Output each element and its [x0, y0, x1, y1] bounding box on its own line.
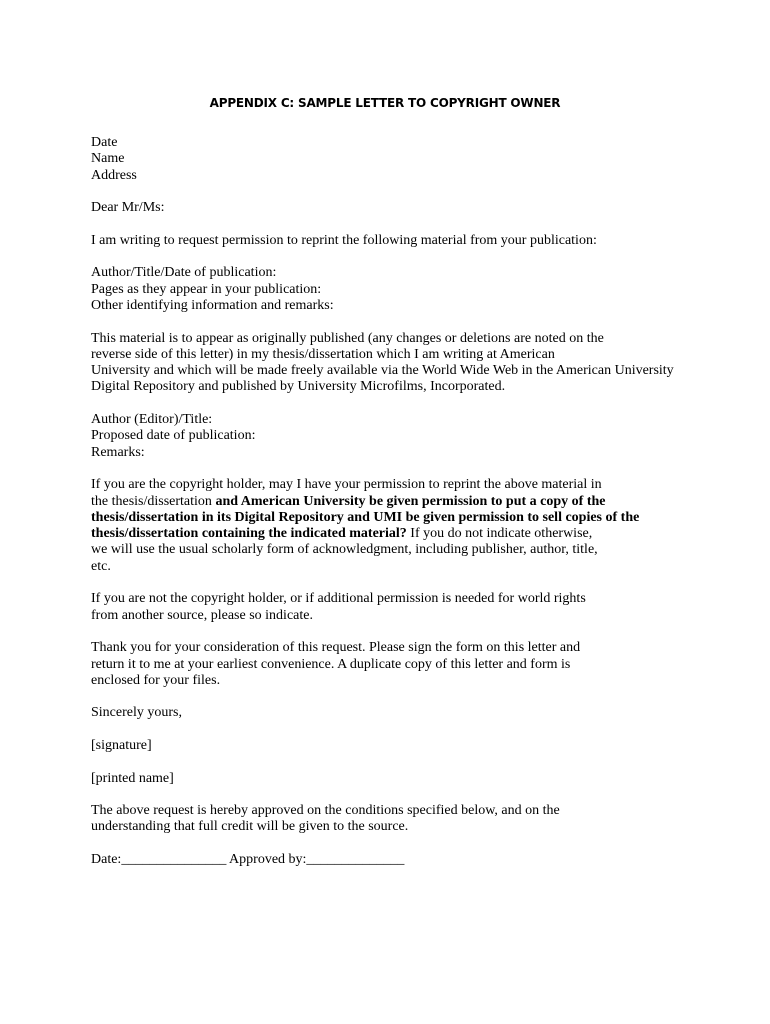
letter-body	[91, 135, 691, 885]
author-fields	[91, 412, 691, 461]
approval-signature-line: Date:_______________ Approved by:______________	[91, 852, 405, 868]
signature-placeholder: [signature]	[91, 737, 152, 753]
permission-paragraph: If you are the copyright holder, may I have your permission to reprint the above material in the thesis/dissertation and American University be given permission to put a copy of the thesis/dissertation in its Digital Repository and UMI be given permission to sell copies of the thesis/dissertation containing the indicated material? If you do not indicate otherwise, we will use the usual scholarly form of acknowledgment, including publisher, author, title, etc.	[91, 477, 640, 574]
printed-name-placeholder: [printed name]	[91, 770, 174, 786]
field-author-editor-title: Author (Editor)/Title:	[91, 412, 213, 428]
field-author-title-date: Author/Title/Date of publication:	[91, 265, 277, 281]
name-line: Name	[91, 151, 125, 167]
field-remarks: Remarks:	[91, 444, 145, 460]
closing: Sincerely yours,	[91, 705, 182, 721]
field-proposed-date: Proposed date of publication:	[91, 428, 256, 444]
publication-fields	[91, 265, 691, 314]
header-block	[91, 135, 691, 184]
intro-paragraph: I am writing to request permission to reprint the following material from your publication:	[91, 232, 597, 248]
material-paragraph: This material is to appear as originally published (any changes or deletions are noted on the reverse side of this letter) in my thesis/dissertation which I am writing at American University and which will be made freely available via the World Wide Web in the American University Digital Repository and published by University Microfilms, Incorporated.	[91, 330, 674, 395]
not-holder-paragraph: If you are not the copyright holder, or if additional permission is needed for world rights from another source, please so indicate.	[91, 591, 586, 623]
field-other-info: Other identifying information and remarks:	[91, 297, 334, 313]
page-title: APPENDIX C: SAMPLE LETTER TO COPYRIGHT OWNER	[209, 96, 561, 110]
approval-paragraph: The above request is hereby approved on the conditions specified below, and on the understanding that full credit will be given to the source.	[91, 803, 560, 835]
field-pages: Pages as they appear in your publication:	[91, 281, 322, 297]
salutation: Dear Mr/Ms:	[91, 200, 165, 216]
date-line: Date	[91, 135, 118, 150]
thanks-paragraph: Thank you for your consideration of this request. Please sign the form on this letter and return it to me at your earliest convenience. A duplicate copy of this letter and form is enclosed for your files.	[91, 640, 581, 688]
address-line: Address	[91, 167, 137, 183]
